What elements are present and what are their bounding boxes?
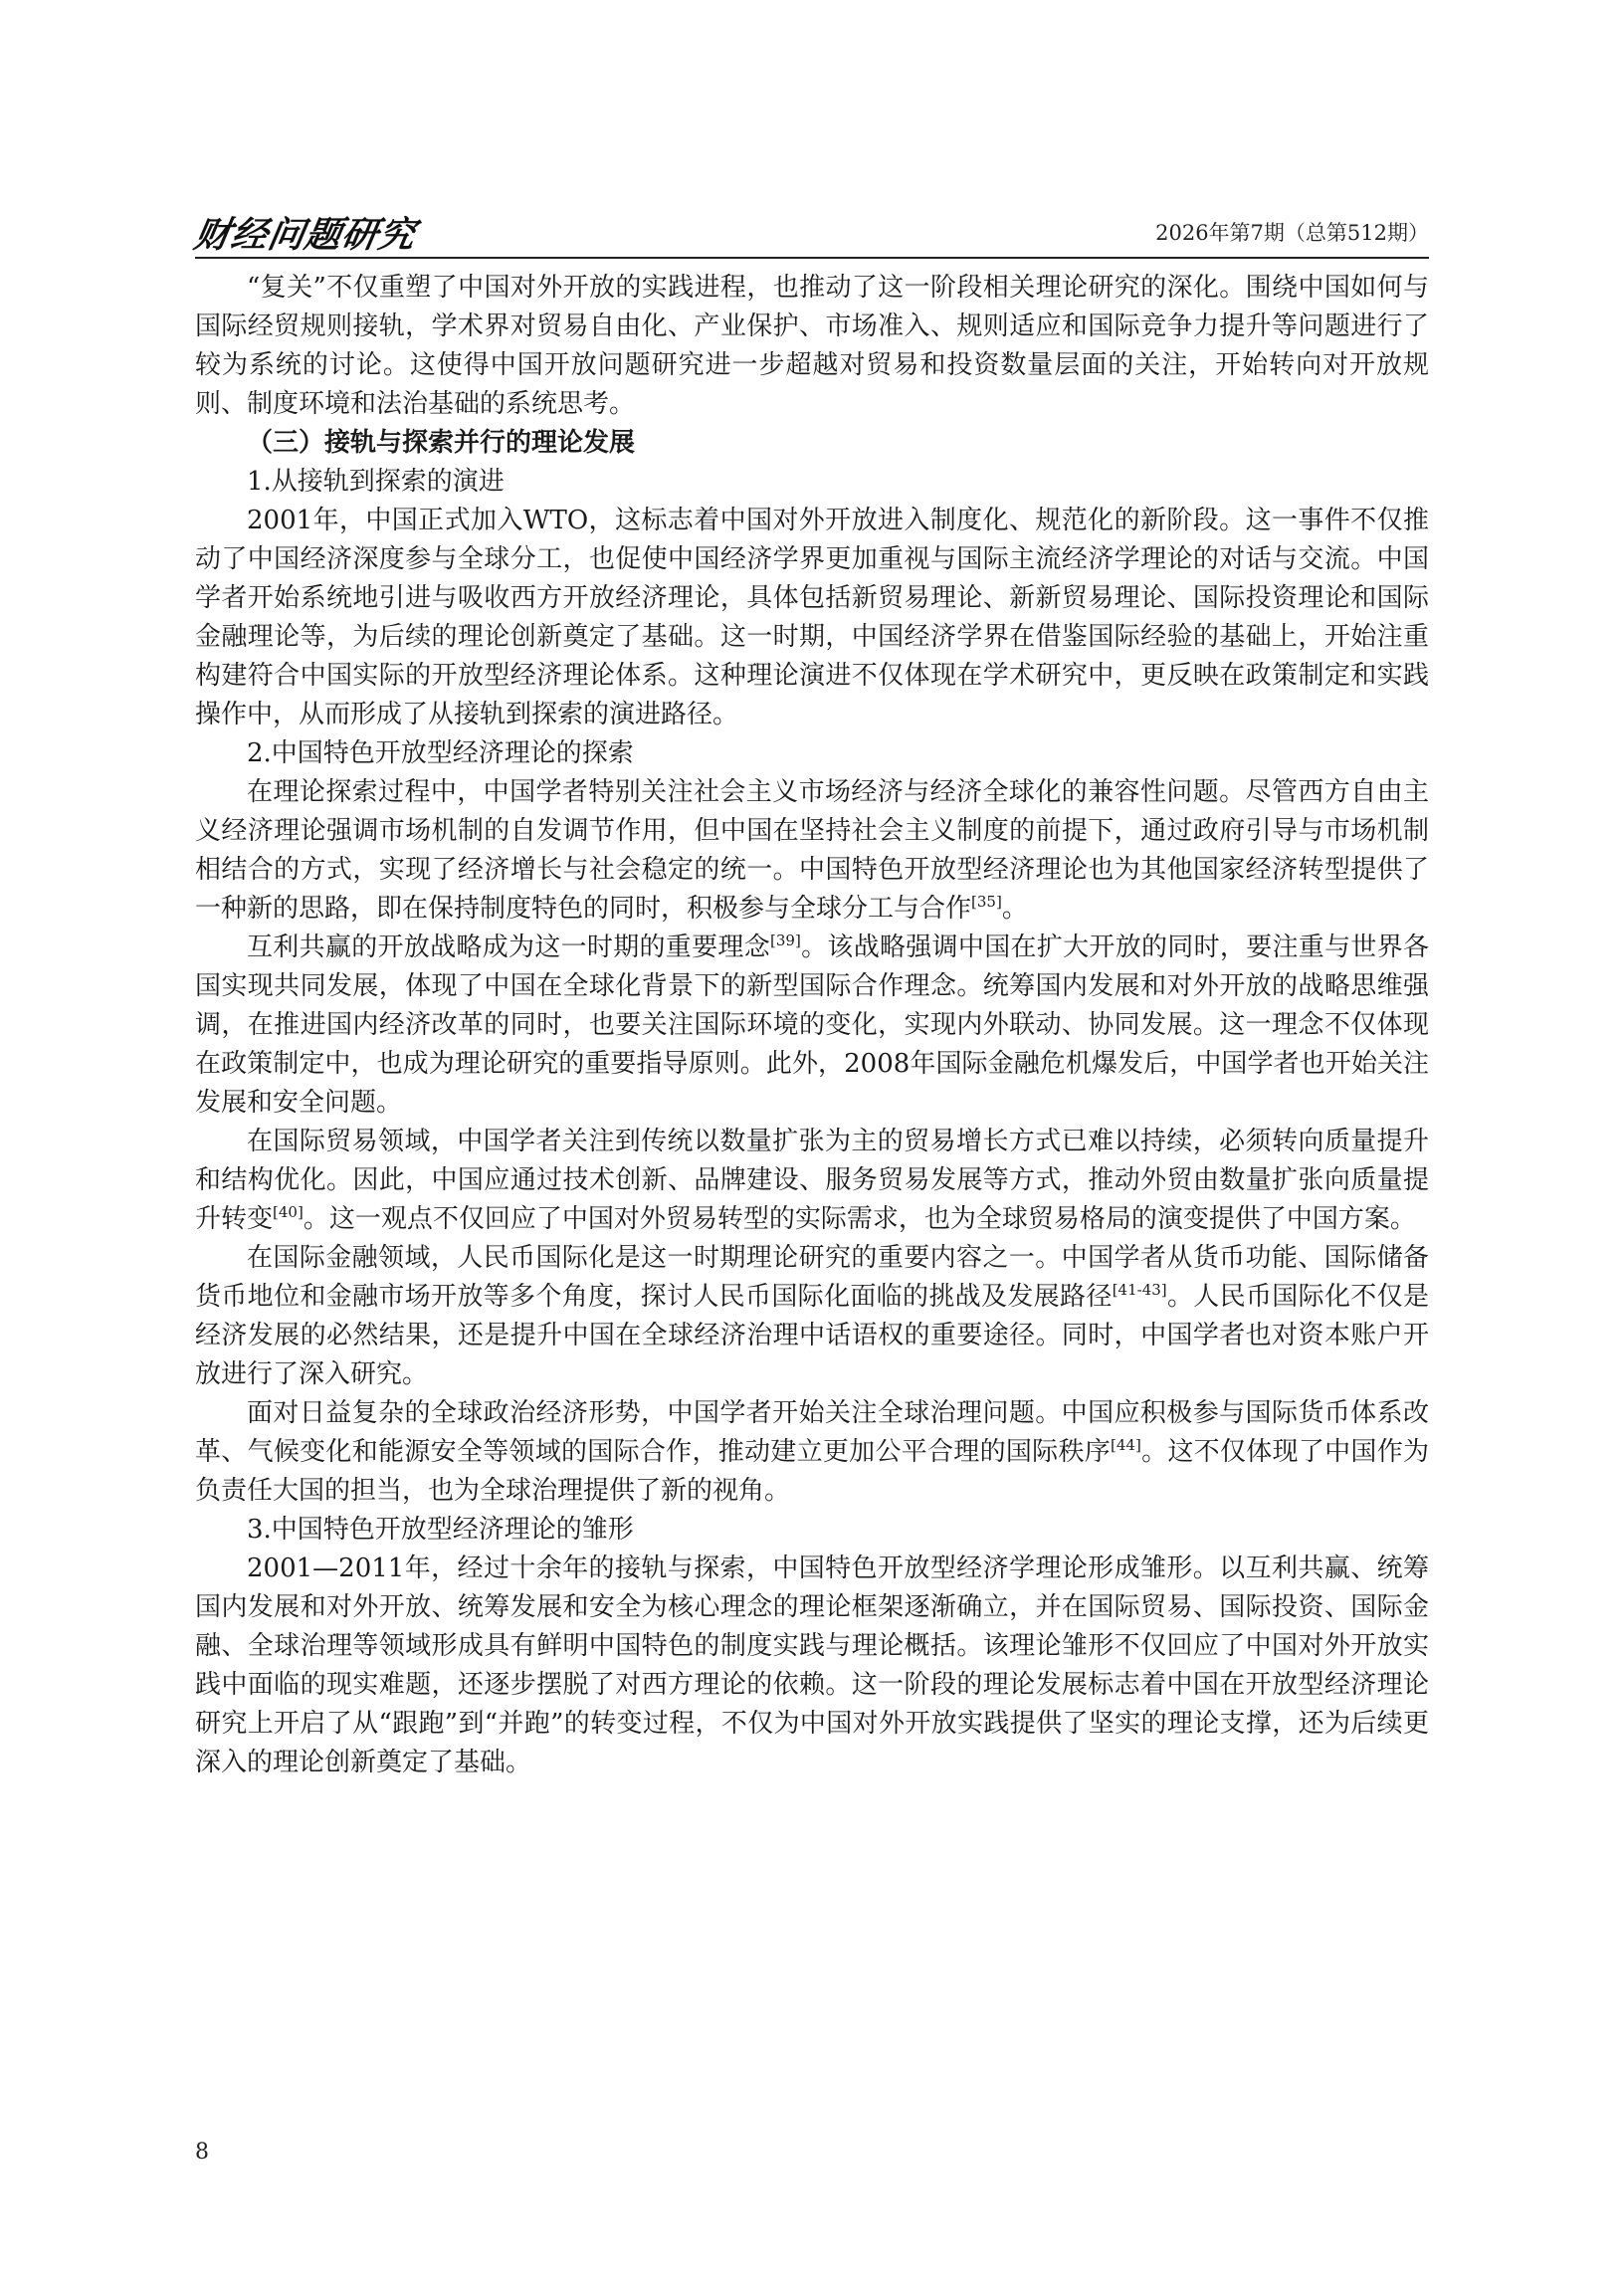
text-run: 在理论探索过程中，中国学者特别关注社会主义市场经济与经济全球化的兼容性问题。尽管西方自由主义经济理论强调市场机制的自发调节作用，但中国在坚持社会主义制度的前提下，通过政府引导与市场机制相结合的方式，实现了经济增长与社会稳定的统一。中国特色开放型经济理论也为其他国家经济转型提供了一种新的思路，即在保持制度特色的同时，积极参与全球分工与合作 bbox=[195, 777, 1429, 924]
page-header bbox=[190, 207, 1429, 259]
text-run: 。 bbox=[1001, 894, 1028, 924]
text-run: 互利共赢的开放战略成为这一时期的重要理念 bbox=[247, 932, 770, 962]
paragraph: “复关”不仅重塑了中国对外开放的实践进程，也推动了这一阶段相关理论研究的深化。围绕中国如何与国际经贸规则接轨，学术界对贸易自由化、产业保护、市场准入、规则适应和国际竞争力提升等问题进行了较为系统的讨论。这使得中国开放问题研究进一步超越对贸易和投资数量层面的关注，开始转向对开放规则、制度环境和法治基础的系统思考。 bbox=[195, 273, 1429, 419]
section-heading: （三）接轨与探索并行的理论发展 bbox=[247, 428, 636, 458]
text-run: 面对日益复杂的全球政治经济形势，中国学者开始关注全球治理问题。中国应积极参与国际货币体系改革、气候变化和能源安全等领域的国际合作，推动建立更加公平合理的国际秩序 bbox=[195, 1398, 1429, 1467]
paragraph bbox=[195, 773, 1429, 929]
citation-ref: [39] bbox=[770, 932, 801, 949]
citation-ref: [40] bbox=[273, 1203, 304, 1221]
text-run: 。这不仅体现了中国作为负责任大国的担当，也为全球治理提供了新的视角。 bbox=[195, 1437, 1429, 1506]
text-run: 。该战略强调中国在扩大开放的同时，要注重与世界各国实现共同发展，体现了中国在全球化背景下的新型国际合作理念。统筹国内发展和对外开放的战略思维强调，在推进国内经济改革的同时，也要关注国际环境的变化，实现内外联动、协同发展。这一理念不仅体现在政策制定中，也成为理论研究的重要指导原则。此外，2008年国际金融危机爆发后，中国学者也开始关注发展和安全问题。 bbox=[195, 932, 1429, 1118]
citation-ref: [35] bbox=[971, 893, 1002, 911]
citation-ref: [44] bbox=[1111, 1436, 1141, 1454]
citation-ref: [41-43] bbox=[1112, 1281, 1167, 1299]
text-run: 。这一观点不仅回应了中国对外贸易转型的实际需求，也为全球贸易格局的演变提供了中国方案。 bbox=[303, 1204, 1416, 1234]
subsection-heading: 3.中国特色开放型经济理论的雏形 bbox=[247, 1515, 634, 1545]
paragraph: 2001—2011年，经过十余年的接轨与探索，中国特色开放型经济学理论形成雏形。以互利共赢、统筹国内发展和对外开放、统筹发展和安全为核心理念的理论框架逐渐确立，并在国际贸易、国际投资、国际金融、全球治理等领域形成具有鲜明中国特色的制度实践与理论概括。该理论雏形不仅回应了中国对外开放实践中面临的现实难题，还逐步摆脱了对西方理论的依赖。这一阶段的理论发展标志着中国在开放型经济理论研究上开启了从“跟跑”到“并跑”的转变过程，不仅为中国对外开放实践提供了坚实的理论支撑，还为后续更深入的理论创新奠定了基础。 bbox=[195, 1554, 1429, 1777]
paragraph bbox=[195, 1239, 1429, 1394]
text-run: 。人民币国际化不仅是经济发展的必然结果，还是提升中国在全球经济治理中话语权的重要途径。同时，中国学者也对资本账户开放进行了深入研究。 bbox=[195, 1282, 1429, 1389]
paragraph bbox=[195, 1394, 1429, 1511]
article-body bbox=[195, 269, 1429, 1782]
text-run: 在国际金融领域，人民币国际化是这一时期理论研究的重要内容之一。中国学者从货币功能、国际储备货币地位和金融市场开放等多个角度，探讨人民币国际化面临的挑战及发展路径 bbox=[195, 1243, 1429, 1312]
journal-logo: 财经问题研究 bbox=[190, 215, 420, 256]
subsection-heading: 1.从接轨到探索的演进 bbox=[247, 467, 505, 497]
paragraph bbox=[195, 929, 1429, 1123]
issue-info: 2026年第7期（总第512期） bbox=[1155, 221, 1429, 245]
subsection-heading: 2.中国特色开放型经济理论的探索 bbox=[247, 738, 634, 768]
text-run: 在国际贸易领域，中国学者关注到传统以数量扩张为主的贸易增长方式已难以持续，必须转向质量提升和结构优化。因此，中国应通过技术创新、品牌建设、服务贸易发展等方式，推动外贸由数量扩张向质量提升转变 bbox=[195, 1127, 1429, 1234]
paragraph: 2001年，中国正式加入WTO，这标志着中国对外开放进入制度化、规范化的新阶段。这一事件不仅推动了中国经济深度参与全球分工，也促使中国经济学界更加重视与国际主流经济学理论的对话与交流。中国学者开始系统地引进与吸收西方开放经济理论，具体包括新贸易理论、新新贸易理论、国际投资理论和国际金融理论等，为后续的理论创新奠定了基础。这一时期，中国经济学界在借鉴国际经验的基础上，开始注重构建符合中国实际的开放型经济理论体系。这种理论演进不仅体现在学术研究中，更反映在政策制定和实践操作中，从而形成了从接轨到探索的演进路径。 bbox=[195, 506, 1429, 729]
page-number: 8 bbox=[195, 2140, 209, 2165]
paragraph bbox=[195, 1123, 1429, 1239]
